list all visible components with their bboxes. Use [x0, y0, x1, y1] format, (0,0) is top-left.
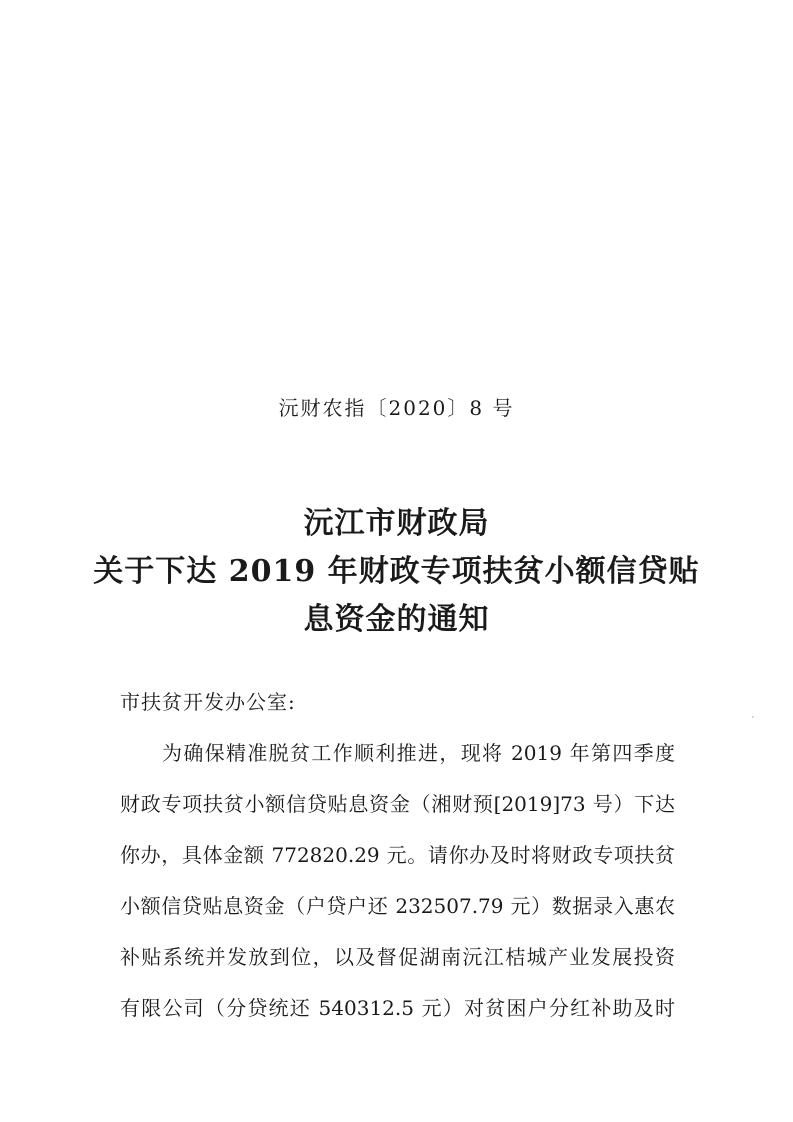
body-line-1: 为确保精准脱贫工作顺利推进，现将 2019 年第四季度: [162, 741, 675, 765]
document-number: 沅财农指〔2020〕8 号: [278, 396, 515, 420]
scan-speck: [752, 716, 754, 718]
body-line-2: 财政专项扶贫小额信贷贴息资金（湘财预[2019]73 号）下达: [120, 792, 675, 816]
title-line-3: 息资金的通知: [303, 602, 490, 637]
body-line-5: 补贴系统并发放到位，以及督促湖南沅江桔城产业发展投资: [120, 945, 675, 969]
title-line-1: 沅江市财政局: [303, 506, 490, 541]
body-line-4: 小额信贷贴息资金（户贷户还 232507.79 元）数据录入惠农: [120, 894, 675, 918]
title-line-2: 关于下达 2019 年财政专项扶贫小额信贷贴: [93, 554, 700, 589]
body-line-6: 有限公司（分贷统还 540312.5 元）对贫困户分红补助及时: [120, 996, 675, 1020]
body-line-3: 你办，具体金额 772820.29 元。请你办及时将财政专项扶贫: [120, 843, 675, 867]
addressee: 市扶贫开发办公室:: [120, 690, 296, 714]
